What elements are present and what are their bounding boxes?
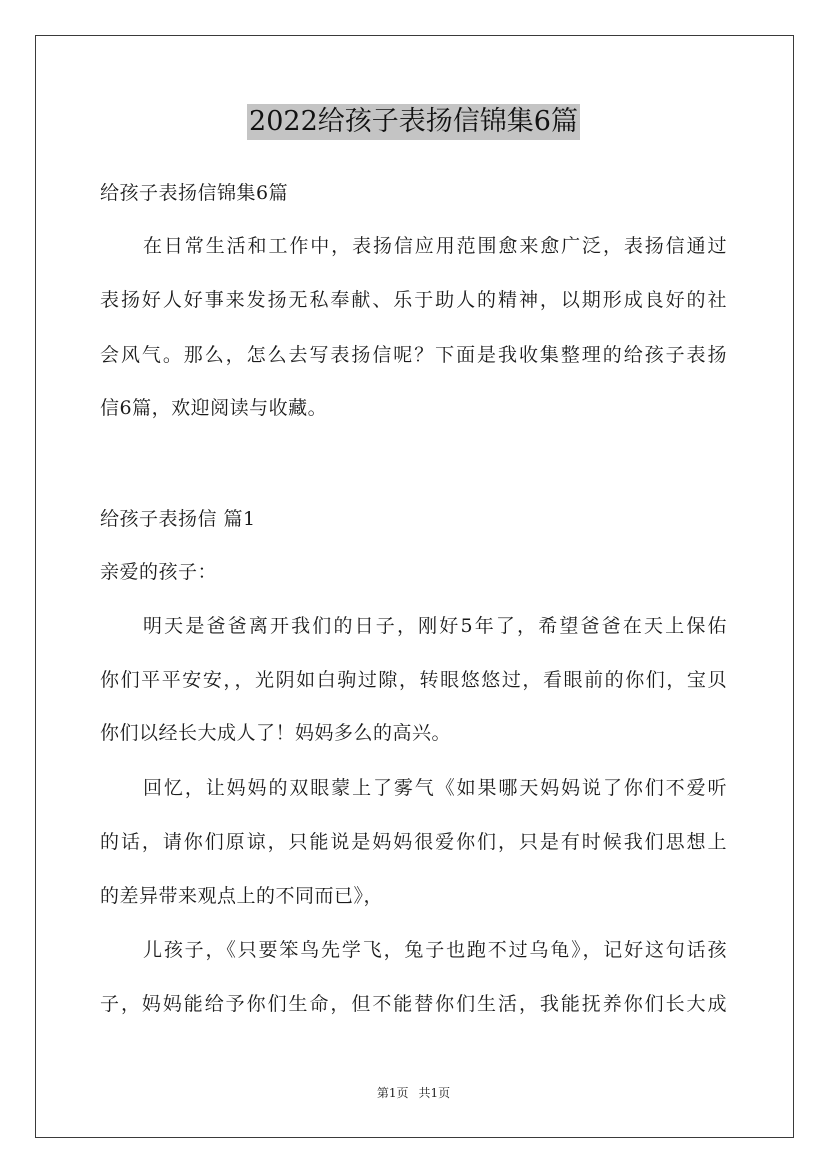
page-number-total: 共1页 bbox=[418, 1086, 451, 1100]
document-title: 2022给孩子表扬信锦集6篇 bbox=[247, 104, 580, 140]
title-container bbox=[0, 104, 827, 140]
paragraph-line: 明天是爸爸离开我们的日子，刚好5年了，希望爸爸在天上保佑 bbox=[143, 615, 727, 637]
salutation: 亲爱的孩子： bbox=[100, 561, 218, 583]
intro-line: 信6篇，欢迎阅读与收藏。 bbox=[100, 397, 328, 419]
section-heading: 给孩子表扬信 篇1 bbox=[100, 508, 256, 530]
document-subtitle: 给孩子表扬信锦集6篇 bbox=[100, 182, 289, 204]
paragraph-line: 你们平平安安，，光阴如白驹过隙，转眼悠悠过，看眼前的你们，宝贝 bbox=[100, 669, 727, 691]
intro-line: 会风气。那么，怎么去写表扬信呢？下面是我收集整理的给孩子表扬 bbox=[100, 344, 727, 366]
paragraph-line: 儿孩子，《只要笨鸟先学飞，兔子也跑不过乌龟》，记好这句话孩 bbox=[143, 939, 727, 961]
page-number-current: 第1页 bbox=[376, 1086, 409, 1100]
intro-line: 表扬好人好事来发扬无私奉献、乐于助人的精神，以期形成良好的社 bbox=[100, 289, 727, 311]
paragraph-line: 的差异带来观点上的不同而已》， bbox=[100, 885, 384, 907]
paragraph-line: 子，妈妈能给予你们生命，但不能替你们生活，我能抚养你们长大成 bbox=[100, 993, 727, 1015]
paragraph-line: 回忆，让妈妈的双眼蒙上了雾气《如果哪天妈妈说了你们不爱听 bbox=[143, 777, 727, 799]
paragraph-line: 你们以经长大成人了！妈妈多么的高兴。 bbox=[100, 722, 452, 744]
page-footer bbox=[0, 1085, 827, 1101]
intro-line: 在日常生活和工作中，表扬信应用范围愈来愈广泛，表扬信通过 bbox=[143, 235, 727, 257]
paragraph-line: 的话，请你们原谅，只能说是妈妈很爱你们，只是有时候我们思想上 bbox=[100, 831, 727, 853]
